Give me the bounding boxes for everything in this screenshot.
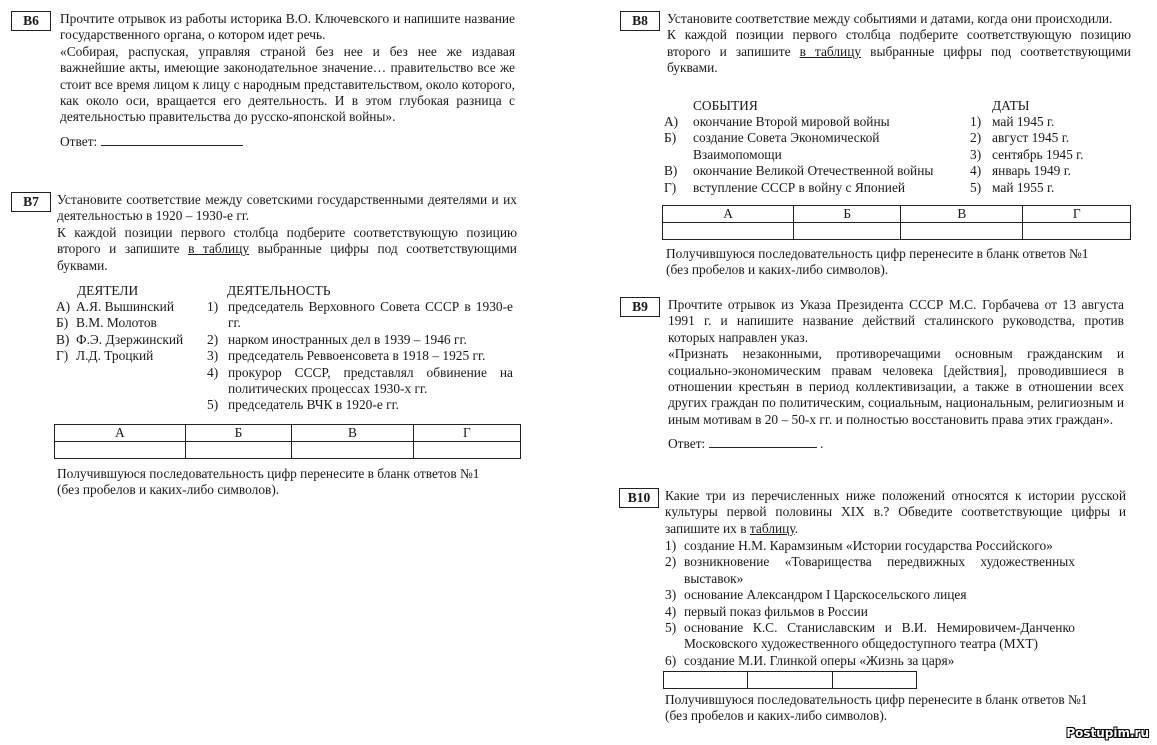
task-prompt: Установите соответствие между советскими государственными деятелями и их деятельностью в 1920 – 1930-е гг. bbox=[57, 192, 517, 224]
list-item: В) окончание Великой Отечественной войны bbox=[664, 163, 934, 179]
answer-cell[interactable] bbox=[748, 672, 832, 689]
answer-cell[interactable] bbox=[1023, 223, 1131, 240]
options-list bbox=[665, 538, 1075, 669]
list-item: 6) создание М.И. Глинкой оперы «Жизнь за царя» bbox=[665, 652, 955, 668]
list-item: 3) председатель Реввоенсовета в 1918 – 1925 гг. bbox=[207, 348, 486, 364]
site-watermark: Postupim.ru bbox=[1066, 725, 1149, 740]
list-item: 1) создание Н.М. Карамзиным «Истории государства Российского» bbox=[665, 538, 1053, 553]
list-item: 2) нарком иностранных дел в 1939 – 1946 гг. bbox=[207, 331, 467, 347]
list-item: Г) Л.Д. Троцкий bbox=[56, 348, 154, 364]
list-item: 2) август 1945 г. bbox=[970, 130, 1070, 146]
answer-cell[interactable] bbox=[185, 442, 292, 459]
task-prompt: Установите соответствие между событиями и датами, когда они происходили. bbox=[667, 11, 1113, 26]
table-header-b: Б bbox=[185, 425, 292, 442]
transfer-note: Получившуюся последовательность цифр перенесите в бланк ответов №1 bbox=[666, 246, 1089, 261]
task-label: B6 bbox=[11, 11, 51, 31]
table-link: таблицу bbox=[749, 520, 795, 536]
persons-list bbox=[56, 299, 206, 365]
list-item: 2) возникновение «Товарищества передвижных художественных выставок» bbox=[665, 554, 1075, 586]
transfer-note: Получившуюся последовательность цифр перенесите в бланк ответов №1 bbox=[665, 692, 1088, 707]
table-header-g: Г bbox=[1023, 206, 1131, 223]
list-item: Б) В.М. Молотов bbox=[56, 315, 157, 331]
left-list-header: ДЕЯТЕЛИ bbox=[77, 283, 139, 298]
task-prompt: Прочтите отрывок из Указа Президента СССР М.С. Горбачева от 13 августа 1991 г. и напишите название действий сталинского руководства, против которых направлен указ. bbox=[668, 297, 1124, 345]
list-item: 4) январь 1949 г. bbox=[970, 163, 1072, 179]
answer-table bbox=[662, 205, 1131, 240]
list-item: В) Ф.Э. Дзержинский bbox=[56, 331, 184, 347]
answer-label: Ответ: bbox=[60, 133, 98, 149]
task-label: B9 bbox=[620, 297, 660, 317]
task-prompt: Какие три из перечисленных ниже положений относятся к истории русской культуры первой половины XIX в.? Обведите соответствующие цифры и запишите их в таблицу. bbox=[665, 488, 1126, 536]
answer-cell[interactable] bbox=[901, 223, 1023, 240]
answer-table bbox=[663, 671, 917, 689]
list-item: Г) вступление СССР в войну с Японией bbox=[664, 179, 906, 195]
task-instruction: К каждой позиции первого столбца подберите соответствующую позицию второго и запишите в таблицу выбранные цифры под соответствующими буквами. bbox=[57, 224, 517, 273]
table-header-g: Г bbox=[413, 425, 520, 442]
answer-cell[interactable] bbox=[832, 672, 916, 689]
list-item: А) А.Я. Вышинский bbox=[56, 299, 174, 314]
answer-table bbox=[54, 424, 521, 459]
answer-field[interactable] bbox=[101, 133, 243, 146]
table-link: в таблицу bbox=[799, 43, 862, 59]
answer-field[interactable] bbox=[709, 435, 817, 448]
answer-cell[interactable] bbox=[663, 223, 794, 240]
list-item: 1) председатель Верховного Совета СССР в 1930-е гг. bbox=[207, 299, 513, 331]
transfer-note-detail: (без пробелов и каких-либо символов). bbox=[665, 708, 888, 724]
events-list bbox=[664, 114, 964, 196]
task-quote: «Собирая, распуская, управляя страной без нее и без нее же издавая важнейшие акты, имеющие законодательное значение… правительство все же стоит все время лицом к лицу с народным представительством, около которого, как около оси, вращается его деятельность. И в этом глубокая разница с деятельностью правительства до русско-японской войны». bbox=[60, 43, 515, 125]
task-prompt: Прочтите отрывок из работы историка В.О. Ключевского и напишите название государственного органа, о котором идет речь. bbox=[60, 11, 515, 43]
task-label: B8 bbox=[620, 11, 660, 31]
task-instruction: К каждой позиции первого столбца подберите соответствующую позицию второго и запишите в таблицу выбранные цифры под соответствующими буквами. bbox=[667, 27, 1131, 76]
table-header-a: А bbox=[663, 206, 794, 223]
answer-label: Ответ: bbox=[668, 436, 706, 452]
list-item: 5) основание К.С. Станиславским и В.И. Немировичем-Данченко Московского художественного общедоступного театра (МХТ) bbox=[665, 620, 1075, 652]
task-label: B10 bbox=[619, 488, 659, 508]
list-item: 3) сентябрь 1945 г. bbox=[970, 146, 1084, 162]
activities-list bbox=[207, 299, 513, 414]
right-list-header: ДАТЫ bbox=[992, 98, 1030, 113]
table-header-a: А bbox=[55, 425, 186, 442]
transfer-note: Получившуюся последовательность цифр перенесите в бланк ответов №1 bbox=[57, 466, 480, 481]
list-item: 4) первый показ фильмов в России bbox=[665, 603, 868, 619]
right-list-header: ДЕЯТЕЛЬНОСТЬ bbox=[227, 283, 331, 298]
table-header-b: Б bbox=[794, 206, 901, 223]
answer-cell[interactable] bbox=[664, 672, 748, 689]
transfer-note-detail: (без пробелов и каких-либо символов). bbox=[666, 262, 889, 278]
transfer-note-detail: (без пробелов и каких-либо символов). bbox=[57, 482, 280, 498]
task-quote: «Признать незаконными, противоречащими основным гражданским и социально-экономическим правам человека [действия], проводившиеся в отношении крестьян в период коллективизации, а также в отношении всех других граждан по политическим, социальным, национальным, религиозным и иным мотивам в 20 – 50-х гг. и полностью восстановить права этих граждан». bbox=[668, 346, 1124, 427]
list-item: 4) прокурор СССР, представлял обвинение на политических процессах 1930-х гг. bbox=[207, 364, 513, 397]
table-header-v: В bbox=[901, 206, 1023, 223]
task-label: B7 bbox=[11, 192, 51, 212]
answer-cell[interactable] bbox=[55, 442, 186, 459]
dates-list bbox=[970, 114, 1120, 196]
list-item: 5) май 1955 г. bbox=[970, 179, 1055, 195]
list-item: 5) председатель ВЧК в 1920-е гг. bbox=[207, 397, 399, 413]
answer-cell[interactable] bbox=[292, 442, 414, 459]
answer-cell[interactable] bbox=[413, 442, 520, 459]
list-item: Б) создание Совета Экономической Взаимопомощи bbox=[664, 130, 880, 162]
list-item: 1) май 1945 г. bbox=[970, 114, 1055, 129]
list-item: 3) основание Александром I Царскосельского лицея bbox=[665, 587, 967, 603]
answer-cell[interactable] bbox=[794, 223, 901, 240]
left-list-header: СОБЫТИЯ bbox=[693, 98, 758, 113]
list-item: А) окончание Второй мировой войны bbox=[664, 114, 890, 129]
table-link: в таблицу bbox=[188, 241, 250, 257]
table-header-v: В bbox=[292, 425, 414, 442]
